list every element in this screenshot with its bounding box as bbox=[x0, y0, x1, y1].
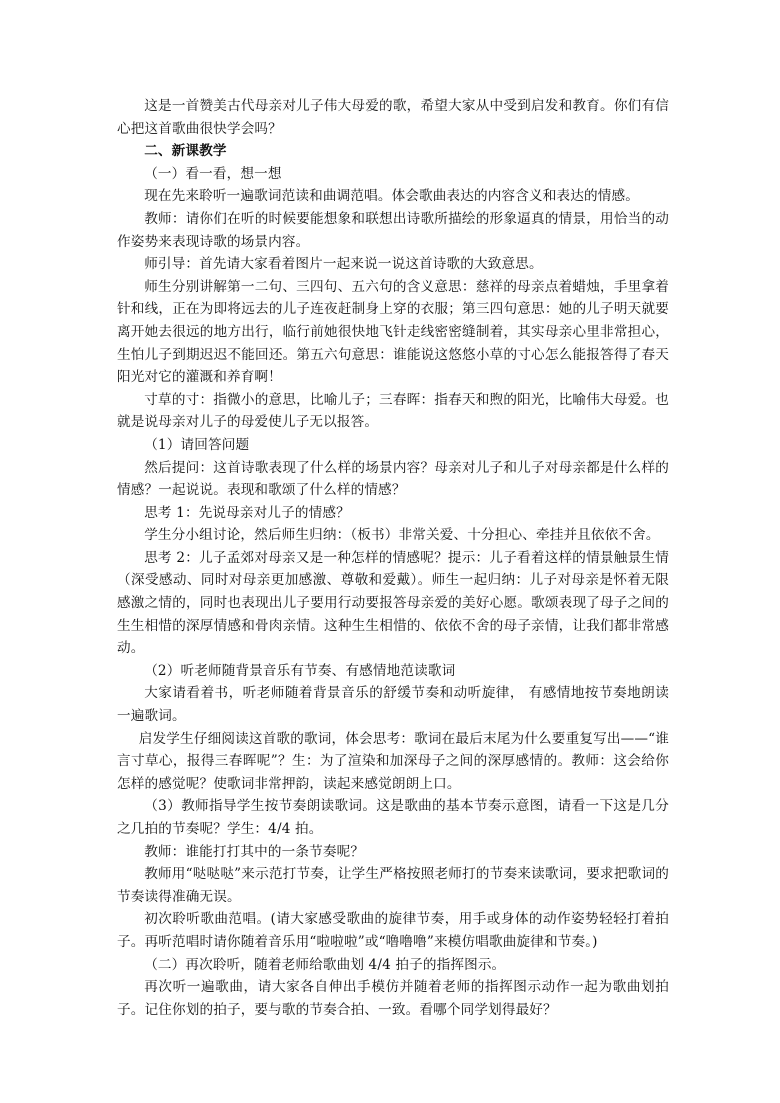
section-heading: 二、新课教学 bbox=[144, 143, 227, 160]
paragraph: 教师：请你们在听的时候要能想象和联想出诗歌所描绘的形象逼真的情景，用恰当的动作姿势来表现诗歌的场景内容。 bbox=[117, 210, 669, 250]
paragraph: 教师：谁能打打其中的一条节奏呢？ bbox=[144, 843, 365, 860]
paragraph: 再次听一遍歌曲，请大家各自伸出手模仿并随着老师的指挥图示动作一起为歌曲划拍子。记住你划的拍子，要与歌的节奏合拍、一致。看哪个同学划得最好？ bbox=[117, 979, 669, 1018]
paragraph: 寸草的寸：指微小的意思，比喻儿子；三春晖：指春天和煦的阳光，比喻伟大母爱。也就是说母亲对儿子的母爱使儿子无以报答。 bbox=[117, 391, 669, 431]
paragraph: 启发学生仔细阅读这首歌的歌词，体会思考：歌词在最后末尾为什么要重复写出——“谁言寸草心，报得三春晖呢”？生：为了渲染和加深母子之间的深厚感情的。教师：这会给你怎样的感觉呢？使歌词非常押韵，读起来感觉朗朗上口。 bbox=[117, 730, 669, 792]
paragraph: 大家请看着书，听老师随着背景音乐的舒缓节奏和动听旋律， 有感情地按节奏地朗读一遍歌词。 bbox=[117, 685, 669, 725]
paragraph: 初次聆听歌曲范唱。(请大家感受歌曲的旋律节奏，用手或身体的动作姿势轻轻打着拍子。再听范唱时请你随着音乐用“啦啦啦”或“噜噜噜”来模仿唱歌曲旋律和节奏。) bbox=[117, 911, 669, 950]
paragraph: 师引导：首先请大家看着图片一起来说一说这首诗歌的大致意思。 bbox=[144, 256, 543, 273]
step-heading: （2）听老师随背景音乐有节奏、有感情地范读歌词 bbox=[144, 662, 456, 679]
document-page bbox=[117, 95, 669, 1021]
intro-paragraph: 这是一首赞美古代母亲对儿子伟大母爱的歌，希望大家从中受到启发和教育。你们有信心把这首歌曲很快学会吗？ bbox=[117, 98, 669, 137]
paragraph: 学生分小组讨论，然后师生归纳：（板书）非常关爱、十分担心、牵挂并且依依不舍。 bbox=[144, 527, 660, 544]
paragraph: 然后提问：这首诗歌表现了什么样的场景内容？母亲对儿子和儿子对母亲都是什么样的情感？一起说说。表现和歌颂了什么样的情感？ bbox=[117, 459, 669, 499]
paragraph: （3）教师指导学生按节奏朗读歌词。这是歌曲的基本节奏示意图，请看一下这是几分之几拍的节奏呢？学生：4/4 拍。 bbox=[117, 798, 669, 837]
paragraph: 教师用“哒哒哒”来示范打节奏，让学生严格按照老师打的节奏来读歌词，要求把歌词的节奏读得准确无误。 bbox=[117, 866, 669, 905]
step-heading: （1）请回答问题 bbox=[144, 436, 250, 453]
paragraph: 现在先来聆听一遍歌词范读和曲调范唱。体会歌曲表达的内容含义和表达的情感。 bbox=[144, 188, 639, 205]
paragraph: 思考 2：儿子孟郊对母亲又是一种怎样的情感呢？提示：儿子看着这样的情景触景生情（深受感动、同时对母亲更加感激、尊敬和爱戴）。师生一起归纳：儿子对母亲是怀着无限感激之情的，同时也表现出儿子要用行动要报答母亲爱的美好心愿。歌颂表现了母子之间的生生相惜的深厚情感和骨肉亲情。这种生生相惜的、依依不舍的母子亲情，让我们都非常感动。 bbox=[117, 549, 669, 657]
subsection-heading: （一）看一看，想一想 bbox=[144, 165, 282, 182]
paragraph: 师生分别讲解第一二句、三四句、五六句的含义意思：慈祥的母亲点着蜡烛，手里拿着针和线，正在为即将远去的儿子连夜赶制身上穿的衣服；第三四句意思：她的儿子明天就要离开她去很远的地方出行，临行前她很快地飞针走线密密缝制着，其实母亲心里非常担心，生怕儿子到期迟迟不能回还。第五六句意思：谁能说这悠悠小草的寸心怎么能报答得了春天阳光对它的灌溉和养育啊！ bbox=[117, 278, 669, 386]
subsection-heading: （二）再次聆听，随着老师给歌曲划 4/4 拍子的指挥图示。 bbox=[144, 956, 506, 973]
paragraph: 思考 1：先说母亲对儿子的情感？ bbox=[144, 504, 350, 521]
